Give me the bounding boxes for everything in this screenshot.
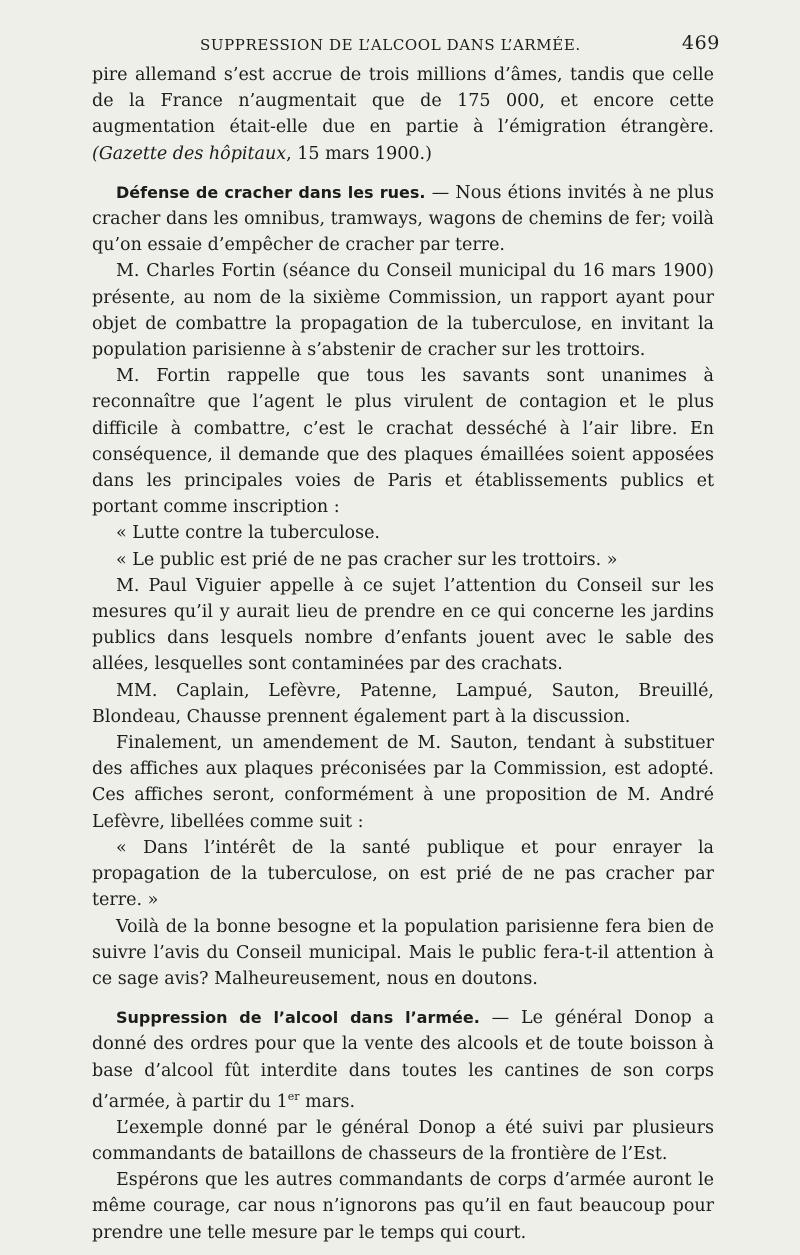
- paragraph-continuation: [92, 62, 714, 167]
- source-citation: (Gazette des hôpitaux: [92, 143, 287, 164]
- running-head: [92, 30, 720, 62]
- paragraph-text: pire allemand s’est accrue de trois millions d’âmes, tandis que celle de la France n’augmentait que de 175 000, et encore cette augmentation était-elle due en partie à l’émigration étrangère.: [92, 65, 714, 138]
- running-head-title: SUPPRESSION DE L’ALCOOL DANS L’ARMÉE.: [200, 36, 581, 54]
- section-alcohol: [92, 1005, 714, 1115]
- page-body: [92, 62, 714, 1246]
- paragraph-amendment: Finalement, un amendement de M. Sauton, tendant à substituer des affiches aux plaques préconisées par la Commission, est adopté. Ces affiches seront, conformément à une proposition de M. André Lefèvre, libellées comme suit :: [92, 733, 714, 832]
- section-intro-text: — Le général Donop a donné des ordres pour que la vente des alcools et de toute boisson à base d’alcool fût interdite dans toutes les cantines de son corps d’armée, à partir du 1: [92, 1008, 714, 1112]
- section-heading-alcohol: Suppression de l’alcool dans l’armée.: [116, 1008, 480, 1028]
- section-heading-spitting: Défense de cracher dans les rues.: [116, 182, 426, 202]
- paragraph-fortin-reminder: M. Fortin rappelle que tous les savants sont unanimes à reconnaître que l’agent le plus virulent de contagion et le plus difficile à combattre, c’est le crachat desséché à l’air libre. En conséquence, il demande que des plaques émaillées soient apposées dans les principales voies de Paris et établissements publics et portant comme inscription :: [92, 366, 714, 518]
- quote-line-2: « Le public est prié de ne pas cracher sur les trottoirs. »: [116, 549, 618, 570]
- superscript-er: er: [287, 1089, 300, 1103]
- paragraph-hope: Espérons que les autres commandants de corps d’armée auront le même courage, car nous n’ignorons pas qu’il en faut beaucoup pour prendre une telle mesure par le temps qui court.: [92, 1170, 714, 1243]
- paragraph-conclusion: Voilà de la bonne besogne et la population parisienne fera bien de suivre l’avis du Conseil municipal. Mais le public fera-t-il attention à ce sage avis? Malheureusement, nous en doutons.: [92, 916, 714, 989]
- paragraph-fortin-report: M. Charles Fortin (séance du Conseil municipal du 16 mars 1900) présente, au nom de la sixième Commission, un rapport ayant pour objet de combattre la propagation de la tuberculose, en invitant la population parisienne à s’abstenir de cracher sur les trottoirs.: [92, 261, 714, 361]
- section-intro-text: — Nous étions invités à ne plus cracher dans les omnibus, tramways, wagons de chemins de fer; voilà qu’on essaie d’empêcher de cracher par terre.: [92, 182, 714, 256]
- quote-line-1: « Lutte contre la tuberculose.: [116, 523, 380, 544]
- page-number: 469: [681, 32, 720, 54]
- quote-poster-text: « Dans l’intérêt de la santé publique et pour enrayer la propagation de la tuberculose, on est prié de ne pas cracher par terre. »: [92, 837, 714, 911]
- section-spitting: [92, 180, 714, 259]
- paragraph-discussion: MM. Caplain, Lefèvre, Patenne, Lampué, Sauton, Breuillé, Blondeau, Chausse prennent également part à la discussion.: [92, 680, 714, 727]
- section-intro-end: mars.: [299, 1091, 356, 1112]
- citation-date: , 15 mars 1900.): [286, 143, 432, 164]
- paragraph-example: L’exemple donné par le général Donop a été suivi par plusieurs commandants de bataillons de chasseurs de la frontière de l’Est.: [92, 1117, 714, 1164]
- paragraph-viguier: M. Paul Viguier appelle à ce sujet l’attention du Conseil sur les mesures qu’il y aurait lieu de prendre en ce qui concerne les jardins publics dans lesquels nombre d’enfants jouent avec le sable des allées, lesquelles sont contaminées par des crachats.: [92, 575, 714, 675]
